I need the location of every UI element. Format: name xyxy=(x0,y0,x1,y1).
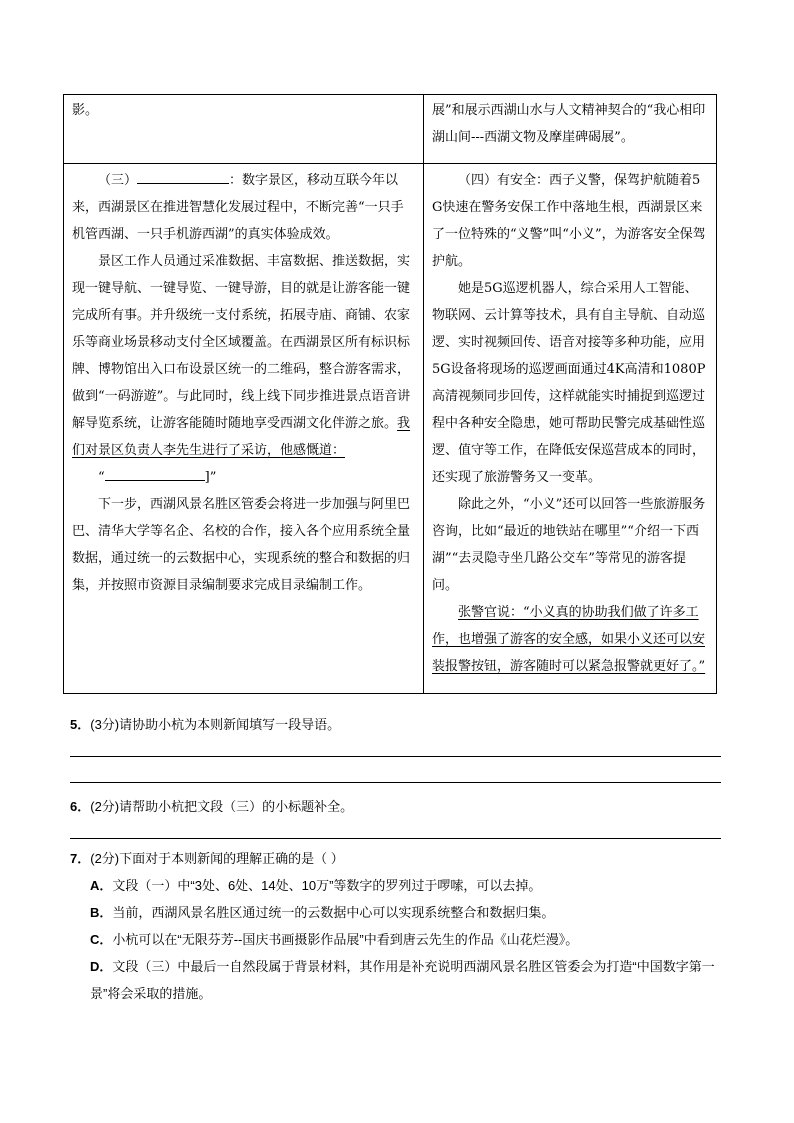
section-four-paragraph-3: 除此之外，“小义”还可以回答一些旅游服务咨询，比如“最近的地铁站在哪里”“介绍一下西湖”“去灵隐寺坐几路公交车”等常见的游客提问。 xyxy=(432,497,706,593)
quote-blank-line xyxy=(72,464,415,491)
subtitle-blank[interactable] xyxy=(137,169,229,184)
question-5 xyxy=(70,712,721,738)
question-number: 7． xyxy=(70,851,91,866)
question-6 xyxy=(70,794,721,820)
quote-close: ]” xyxy=(204,470,217,485)
option-a[interactable] xyxy=(70,872,721,899)
question-text: (2分)下面对于本则新闻的理解正确的是（ ） xyxy=(90,851,344,866)
section-three-label: （三） xyxy=(98,173,138,188)
option-letter: B． xyxy=(90,905,113,920)
quote-blank[interactable] xyxy=(105,466,205,481)
option-c[interactable] xyxy=(70,926,721,953)
option-text: 小杭可以在“无限芬芳--国庆书画摄影作品展”中看到唐云先生的作品《山花烂漫》。 xyxy=(112,932,579,947)
answer-line-6[interactable] xyxy=(70,838,721,839)
question-number: 6． xyxy=(70,799,91,814)
question-number: 5． xyxy=(70,717,91,732)
cell-top-right xyxy=(424,95,717,164)
top-right-text: 展”和展示西湖山水与人文精神契合的“我心相印湖山间---西湖文物及摩崖碑碣展”。 xyxy=(432,103,706,145)
top-left-text: 影。 xyxy=(72,103,99,118)
news-article-table xyxy=(63,94,717,694)
option-text: 文段（一）中“3处、6处、14处、10万”等数字的罗列过于啰嗦，可以去掉。 xyxy=(112,878,542,893)
cell-section-three xyxy=(64,164,424,694)
question-7 xyxy=(70,846,721,872)
option-letter: C． xyxy=(90,932,113,947)
section-four-paragraph-2: 她是5G巡逻机器人，综合采用人工智能、物联网、云计算等技术，具有自主导航、自动巡逻、实时视频回传、语音对接等多种功能，应用5G设备将现场的巡逻画面通过4K高清和1080P高清视频同步回传，这样就能实时捕捉到巡逻过程中各种安全隐患，她可帮助民警完成基础性巡逻、值守等工作，在降低安保巡营成本的同时，还实现了旅游警务又一变革。 xyxy=(432,281,706,485)
option-text: 当前，西湖风景名胜区通过统一的云数据中心可以实现系统整合和数据归集。 xyxy=(112,905,555,920)
quote-open: “ xyxy=(98,470,105,485)
option-d[interactable] xyxy=(70,953,721,1007)
section-three-paragraph-3: 下一步，西湖风景名胜区管委会将进一步加强与阿里巴巴、清华大学等名企、名校的合作，接入各个应用系统全量数据，通过统一的云数据中心，实现系统的整合和数据的归集，并按照市资源目录编制要求完成目录编制工作。 xyxy=(72,497,411,593)
section-three-body: 景区工作人员通过采准数据、丰富数据、推送数据，实现一键导航、一键导览、一键导游，目的就是让游客能一键完成所有事。并升级统一支付系统，拓展寺庙、商铺、农家乐等商业场景移动支付全区域覆盖。在西湖景区所有标识标牌、博物馆出入口布设景区统一的二维码，整合游客需求，做到“一码游遊”。与此同时，线上线下同步推进景点语音讲解导览系统，让游客能随时随地享受西湖文化伴游之旅。 xyxy=(72,254,411,431)
cell-section-four xyxy=(424,164,717,694)
officer-quote: 张警官说：“小义真的协助我们做了许多工作，也增强了游客的安全感，如果小义还可以安装报警按钮，游客随时可以紧急报警就更好了。” xyxy=(432,605,706,674)
answer-line-5b[interactable] xyxy=(70,782,721,783)
section-three-paragraph-2 xyxy=(72,248,415,464)
cell-top-left xyxy=(64,95,424,164)
answer-line-5a[interactable] xyxy=(70,756,721,757)
questions-section xyxy=(70,712,721,1007)
option-text: 文段（三）中最后一自然段属于背景材料，其作用是补充说明西湖风景名胜区管委会为打造“中国数字第一景”将会采取的措施。 xyxy=(90,959,715,1001)
section-four-paragraph-1: （四）有安全：西子义警，保驾护航随着5G快速在警务安保工作中落地生根，西湖景区来了一位特殊的“义警”叫“小义”，为游客安全保驾护航。 xyxy=(432,173,706,269)
interview-lead: 我们对景区负责人李先生进行了采访，他感慨道： xyxy=(72,416,411,458)
option-letter: A． xyxy=(90,878,113,893)
section-three-intro: ：数字景区，移动互联今年以来，西湖景区在推进智慧化发展过程中，不断完善“一只手机管西湖、一只手机游西湖”的真实体验成效。 xyxy=(72,173,404,242)
option-letter: D． xyxy=(90,959,113,974)
section-four-paragraph-4 xyxy=(432,599,708,680)
section-three-paragraph-1 xyxy=(72,167,415,248)
question-text: (3分)请协助小杭为本则新闻填写一段导语。 xyxy=(90,717,341,732)
question-text: (2分)请帮助小杭把文段（三）的小标题补全。 xyxy=(90,799,354,814)
option-b[interactable] xyxy=(70,899,721,926)
